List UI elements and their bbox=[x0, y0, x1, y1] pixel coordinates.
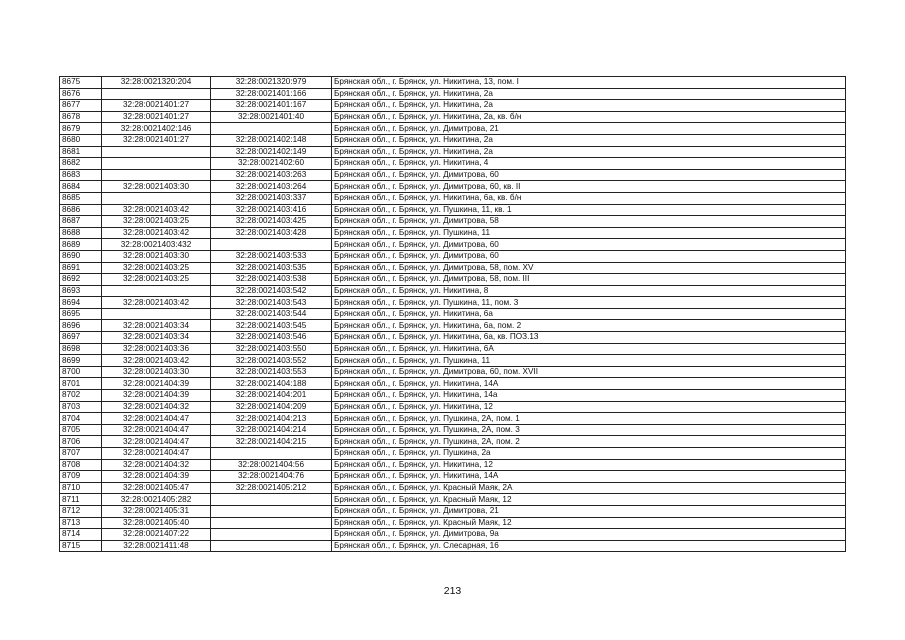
cadastral-parent-cell: 32:28:0021320:204 bbox=[102, 77, 211, 89]
row-number-cell: 8706 bbox=[60, 436, 102, 448]
table-row bbox=[60, 343, 846, 355]
address-cell: Брянская обл., г. Брянск, ул. Слесарная, 16 bbox=[332, 540, 846, 552]
table-row bbox=[60, 262, 846, 274]
cadastral-number-cell: 32:28:0021403:545 bbox=[211, 320, 332, 332]
cadastral-parent-cell: 32:28:0021403:25 bbox=[102, 274, 211, 286]
cadastral-number-cell: 32:28:0021401:166 bbox=[211, 88, 332, 100]
table-row bbox=[60, 366, 846, 378]
row-number-cell: 8710 bbox=[60, 482, 102, 494]
cadastral-parent-cell: 32:28:0021404:47 bbox=[102, 424, 211, 436]
cadastral-number-cell: 32:28:0021403:552 bbox=[211, 355, 332, 367]
table-row bbox=[60, 192, 846, 204]
cadastral-parent-cell: 32:28:0021403:36 bbox=[102, 343, 211, 355]
cadastral-number-cell: 32:28:0021403:544 bbox=[211, 308, 332, 320]
cadastral-number-cell: 32:28:0021403:546 bbox=[211, 332, 332, 344]
cadastral-number-cell: 32:28:0021403:264 bbox=[211, 181, 332, 193]
address-cell: Брянская обл., г. Брянск, ул. Димитрова, 21 bbox=[332, 505, 846, 517]
row-number-cell: 8678 bbox=[60, 111, 102, 123]
row-number-cell: 8712 bbox=[60, 505, 102, 517]
cadastral-number-cell: 32:28:0021404:201 bbox=[211, 390, 332, 402]
cadastral-parent-cell bbox=[102, 192, 211, 204]
table-row bbox=[60, 471, 846, 483]
cadastral-number-cell: 32:28:0021403:533 bbox=[211, 250, 332, 262]
address-cell: Брянская обл., г. Брянск, ул. Пушкина, 2А, пом. 1 bbox=[332, 413, 846, 425]
table-row bbox=[60, 134, 846, 146]
table-row bbox=[60, 390, 846, 402]
cadastral-parent-cell: 32:28:0021402:146 bbox=[102, 123, 211, 135]
cadastral-parent-cell bbox=[102, 146, 211, 158]
address-cell: Брянская обл., г. Брянск, ул. Димитрова, 58, пом. III bbox=[332, 274, 846, 286]
cadastral-number-cell: 32:28:0021402:148 bbox=[211, 134, 332, 146]
row-number-cell: 8683 bbox=[60, 169, 102, 181]
cadastral-number-cell: 32:28:0021404:188 bbox=[211, 378, 332, 390]
cadastral-number-cell: 32:28:0021401:40 bbox=[211, 111, 332, 123]
cadastral-number-cell: 32:28:0021403:553 bbox=[211, 366, 332, 378]
cadastral-number-cell: 32:28:0021403:416 bbox=[211, 204, 332, 216]
address-cell: Брянская обл., г. Брянск, ул. Димитрова, 60 bbox=[332, 250, 846, 262]
row-number-cell: 8700 bbox=[60, 366, 102, 378]
table-row bbox=[60, 505, 846, 517]
row-number-cell: 8703 bbox=[60, 401, 102, 413]
table-row bbox=[60, 401, 846, 413]
table-row bbox=[60, 459, 846, 471]
table-row bbox=[60, 297, 846, 309]
address-cell: Брянская обл., г. Брянск, ул. Никитина, 12 bbox=[332, 401, 846, 413]
cadastral-number-cell: 32:28:0021403:550 bbox=[211, 343, 332, 355]
address-cell: Брянская обл., г. Брянск, ул. Пушкина, 2А, пом. 2 bbox=[332, 436, 846, 448]
cadastral-parent-cell: 32:28:0021405:282 bbox=[102, 494, 211, 506]
table-row bbox=[60, 239, 846, 251]
cadastral-number-cell: 32:28:0021403:538 bbox=[211, 274, 332, 286]
row-number-cell: 8677 bbox=[60, 100, 102, 112]
cadastral-parent-cell: 32:28:0021403:42 bbox=[102, 355, 211, 367]
row-number-cell: 8681 bbox=[60, 146, 102, 158]
cadastral-parent-cell: 32:28:0021403:25 bbox=[102, 216, 211, 228]
row-number-cell: 8690 bbox=[60, 250, 102, 262]
address-cell: Брянская обл., г. Брянск, ул. Димитрова, 58, пом. XV bbox=[332, 262, 846, 274]
row-number-cell: 8680 bbox=[60, 134, 102, 146]
cadastral-parent-cell: 32:28:0021405:47 bbox=[102, 482, 211, 494]
row-number-cell: 8689 bbox=[60, 239, 102, 251]
cadastral-parent-cell: 32:28:0021403:30 bbox=[102, 181, 211, 193]
cadastral-number-cell bbox=[211, 529, 332, 541]
row-number-cell: 8702 bbox=[60, 390, 102, 402]
cadastral-parent-cell bbox=[102, 169, 211, 181]
row-number-cell: 8707 bbox=[60, 448, 102, 460]
address-cell: Брянская обл., г. Брянск, ул. Красный Маяк, 12 bbox=[332, 517, 846, 529]
address-cell: Брянская обл., г. Брянск, ул. Пушкина, 2а bbox=[332, 448, 846, 460]
table-row bbox=[60, 320, 846, 332]
row-number-cell: 8708 bbox=[60, 459, 102, 471]
cadastral-number-cell: 32:28:0021404:215 bbox=[211, 436, 332, 448]
cadastral-number-cell bbox=[211, 494, 332, 506]
row-number-cell: 8695 bbox=[60, 308, 102, 320]
address-cell: Брянская обл., г. Брянск, ул. Пушкина, 11, пом. 3 bbox=[332, 297, 846, 309]
table-row bbox=[60, 77, 846, 89]
cadastral-parent-cell: 32:28:0021401:27 bbox=[102, 111, 211, 123]
address-cell: Брянская обл., г. Брянск, ул. Никитина, 6а, пом. 2 bbox=[332, 320, 846, 332]
address-cell: Брянская обл., г. Брянск, ул. Никитина, 12 bbox=[332, 459, 846, 471]
table-row bbox=[60, 123, 846, 135]
row-number-cell: 8675 bbox=[60, 77, 102, 89]
table-row bbox=[60, 181, 846, 193]
row-number-cell: 8699 bbox=[60, 355, 102, 367]
cadastral-number-cell: 32:28:0021404:209 bbox=[211, 401, 332, 413]
cadastral-number-cell: 32:28:0021404:76 bbox=[211, 471, 332, 483]
cadastral-parent-cell: 32:28:0021403:34 bbox=[102, 332, 211, 344]
row-number-cell: 8709 bbox=[60, 471, 102, 483]
table-row bbox=[60, 111, 846, 123]
cadastral-number-cell bbox=[211, 517, 332, 529]
table-row bbox=[60, 413, 846, 425]
cadastral-number-cell bbox=[211, 239, 332, 251]
table-row bbox=[60, 158, 846, 170]
cadastral-number-cell: 32:28:0021403:535 bbox=[211, 262, 332, 274]
cadastral-number-cell bbox=[211, 540, 332, 552]
table-row bbox=[60, 204, 846, 216]
cadastral-number-cell: 32:28:0021320:979 bbox=[211, 77, 332, 89]
cadastral-number-cell: 32:28:0021403:428 bbox=[211, 227, 332, 239]
cadastral-parent-cell bbox=[102, 88, 211, 100]
table-row bbox=[60, 517, 846, 529]
row-number-cell: 8685 bbox=[60, 192, 102, 204]
address-cell: Брянская обл., г. Брянск, ул. Никитина, 2а bbox=[332, 146, 846, 158]
row-number-cell: 8696 bbox=[60, 320, 102, 332]
cadastral-parent-cell: 32:28:0021403:34 bbox=[102, 320, 211, 332]
address-cell: Брянская обл., г. Брянск, ул. Никитина, 13, пом. I bbox=[332, 77, 846, 89]
table-row bbox=[60, 274, 846, 286]
cadastral-parent-cell: 32:28:0021403:42 bbox=[102, 204, 211, 216]
table-row bbox=[60, 250, 846, 262]
cadastral-parent-cell bbox=[102, 285, 211, 297]
cadastral-parent-cell bbox=[102, 158, 211, 170]
address-cell: Брянская обл., г. Брянск, ул. Никитина, 14А bbox=[332, 471, 846, 483]
cadastral-parent-cell: 32:28:0021401:27 bbox=[102, 100, 211, 112]
address-cell: Брянская обл., г. Брянск, ул. Димитрова, 58 bbox=[332, 216, 846, 228]
cadastral-number-cell: 32:28:0021401:167 bbox=[211, 100, 332, 112]
row-number-cell: 8701 bbox=[60, 378, 102, 390]
cadastral-number-cell: 32:28:0021403:263 bbox=[211, 169, 332, 181]
row-number-cell: 8676 bbox=[60, 88, 102, 100]
address-cell: Брянская обл., г. Брянск, ул. Пушкина, 11, кв. 1 bbox=[332, 204, 846, 216]
table-row bbox=[60, 285, 846, 297]
address-cell: Брянская обл., г. Брянск, ул. Никитина, 6а, кв. ПОЗ.13 bbox=[332, 332, 846, 344]
row-number-cell: 8692 bbox=[60, 274, 102, 286]
cadastral-parent-cell: 32:28:0021411:48 bbox=[102, 540, 211, 552]
row-number-cell: 8686 bbox=[60, 204, 102, 216]
row-number-cell: 8704 bbox=[60, 413, 102, 425]
cadastral-number-cell: 32:28:0021403:543 bbox=[211, 297, 332, 309]
cadastral-number-cell: 32:28:0021403:542 bbox=[211, 285, 332, 297]
cadastral-parent-cell: 32:28:0021407:22 bbox=[102, 529, 211, 541]
address-cell: Брянская обл., г. Брянск, ул. Никитина, 6а, кв. б/н bbox=[332, 192, 846, 204]
address-cell: Брянская обл., г. Брянск, ул. Красный Маяк, 2А bbox=[332, 482, 846, 494]
cadastral-parent-cell bbox=[102, 308, 211, 320]
row-number-cell: 8697 bbox=[60, 332, 102, 344]
table-row bbox=[60, 88, 846, 100]
row-number-cell: 8684 bbox=[60, 181, 102, 193]
cadastral-number-cell: 32:28:0021404:56 bbox=[211, 459, 332, 471]
table-row bbox=[60, 540, 846, 552]
address-cell: Брянская обл., г. Брянск, ул. Никитина, 2а bbox=[332, 134, 846, 146]
row-number-cell: 8711 bbox=[60, 494, 102, 506]
row-number-cell: 8688 bbox=[60, 227, 102, 239]
table-row bbox=[60, 378, 846, 390]
cadastral-number-cell: 32:28:0021402:149 bbox=[211, 146, 332, 158]
cadastral-number-cell: 32:28:0021405:212 bbox=[211, 482, 332, 494]
cadastral-parent-cell: 32:28:0021403:432 bbox=[102, 239, 211, 251]
table-row bbox=[60, 308, 846, 320]
row-number-cell: 8691 bbox=[60, 262, 102, 274]
row-number-cell: 8679 bbox=[60, 123, 102, 135]
address-cell: Брянская обл., г. Брянск, ул. Никитина, 8 bbox=[332, 285, 846, 297]
row-number-cell: 8682 bbox=[60, 158, 102, 170]
table-row bbox=[60, 227, 846, 239]
cadastral-parent-cell: 32:28:0021403:42 bbox=[102, 297, 211, 309]
cadastral-parent-cell: 32:28:0021404:47 bbox=[102, 448, 211, 460]
table-row bbox=[60, 529, 846, 541]
table-row bbox=[60, 169, 846, 181]
cadastral-parent-cell: 32:28:0021404:39 bbox=[102, 471, 211, 483]
address-cell: Брянская обл., г. Брянск, ул. Пушкина, 2А, пом. 3 bbox=[332, 424, 846, 436]
table-row bbox=[60, 146, 846, 158]
cadastral-parent-cell: 32:28:0021403:25 bbox=[102, 262, 211, 274]
address-cell: Брянская обл., г. Брянск, ул. Димитрова, 60 bbox=[332, 169, 846, 181]
registry-table-body bbox=[60, 77, 846, 552]
address-cell: Брянская обл., г. Брянск, ул. Димитрова, 60, кв. II bbox=[332, 181, 846, 193]
row-number-cell: 8713 bbox=[60, 517, 102, 529]
address-cell: Брянская обл., г. Брянск, ул. Никитина, 2а bbox=[332, 88, 846, 100]
address-cell: Брянская обл., г. Брянск, ул. Димитрова, 21 bbox=[332, 123, 846, 135]
table-row bbox=[60, 436, 846, 448]
cadastral-parent-cell: 32:28:0021404:39 bbox=[102, 378, 211, 390]
cadastral-parent-cell: 32:28:0021403:30 bbox=[102, 250, 211, 262]
cadastral-parent-cell: 32:28:0021403:42 bbox=[102, 227, 211, 239]
address-cell: Брянская обл., г. Брянск, ул. Пушкина, 11 bbox=[332, 227, 846, 239]
table-row bbox=[60, 100, 846, 112]
address-cell: Брянская обл., г. Брянск, ул. Димитрова, 60, пом. XVII bbox=[332, 366, 846, 378]
cadastral-parent-cell: 32:28:0021404:47 bbox=[102, 436, 211, 448]
cadastral-parent-cell: 32:28:0021401:27 bbox=[102, 134, 211, 146]
address-cell: Брянская обл., г. Брянск, ул. Димитрова, 9а bbox=[332, 529, 846, 541]
row-number-cell: 8687 bbox=[60, 216, 102, 228]
address-cell: Брянская обл., г. Брянск, ул. Никитина, 6А bbox=[332, 343, 846, 355]
row-number-cell: 8693 bbox=[60, 285, 102, 297]
address-cell: Брянская обл., г. Брянск, ул. Никитина, 2а, кв. б/н bbox=[332, 111, 846, 123]
row-number-cell: 8698 bbox=[60, 343, 102, 355]
address-cell: Брянская обл., г. Брянск, ул. Никитина, 14А bbox=[332, 378, 846, 390]
cadastral-parent-cell: 32:28:0021404:39 bbox=[102, 390, 211, 402]
address-cell: Брянская обл., г. Брянск, ул. Никитина, 14а bbox=[332, 390, 846, 402]
cadastral-number-cell bbox=[211, 448, 332, 460]
table-row bbox=[60, 216, 846, 228]
cadastral-parent-cell: 32:28:0021403:30 bbox=[102, 366, 211, 378]
row-number-cell: 8705 bbox=[60, 424, 102, 436]
address-cell: Брянская обл., г. Брянск, ул. Красный Маяк, 12 bbox=[332, 494, 846, 506]
cadastral-number-cell bbox=[211, 505, 332, 517]
table-row bbox=[60, 494, 846, 506]
row-number-cell: 8714 bbox=[60, 529, 102, 541]
address-cell: Брянская обл., г. Брянск, ул. Никитина, 4 bbox=[332, 158, 846, 170]
address-cell: Брянская обл., г. Брянск, ул. Никитина, 2а bbox=[332, 100, 846, 112]
cadastral-number-cell: 32:28:0021404:214 bbox=[211, 424, 332, 436]
cadastral-parent-cell: 32:28:0021405:31 bbox=[102, 505, 211, 517]
address-cell: Брянская обл., г. Брянск, ул. Никитина, 6а bbox=[332, 308, 846, 320]
cadastral-parent-cell: 32:28:0021405:40 bbox=[102, 517, 211, 529]
address-cell: Брянская обл., г. Брянск, ул. Димитрова, 60 bbox=[332, 239, 846, 251]
cadastral-number-cell: 32:28:0021404:213 bbox=[211, 413, 332, 425]
table-row bbox=[60, 332, 846, 344]
address-cell: Брянская обл., г. Брянск, ул. Пушкина, 11 bbox=[332, 355, 846, 367]
row-number-cell: 8715 bbox=[60, 540, 102, 552]
cadastral-parent-cell: 32:28:0021404:32 bbox=[102, 401, 211, 413]
page-number: 213 bbox=[443, 585, 462, 597]
cadastral-parent-cell: 32:28:0021404:32 bbox=[102, 459, 211, 471]
cadastral-number-cell: 32:28:0021403:425 bbox=[211, 216, 332, 228]
cadastral-number-cell: 32:28:0021403:337 bbox=[211, 192, 332, 204]
table-row bbox=[60, 482, 846, 494]
cadastral-parent-cell: 32:28:0021404:47 bbox=[102, 413, 211, 425]
cadastral-number-cell: 32:28:0021402:60 bbox=[211, 158, 332, 170]
property-registry-table bbox=[59, 76, 846, 552]
table-row bbox=[60, 355, 846, 367]
cadastral-number-cell bbox=[211, 123, 332, 135]
row-number-cell: 8694 bbox=[60, 297, 102, 309]
table-row bbox=[60, 448, 846, 460]
table-row bbox=[60, 424, 846, 436]
